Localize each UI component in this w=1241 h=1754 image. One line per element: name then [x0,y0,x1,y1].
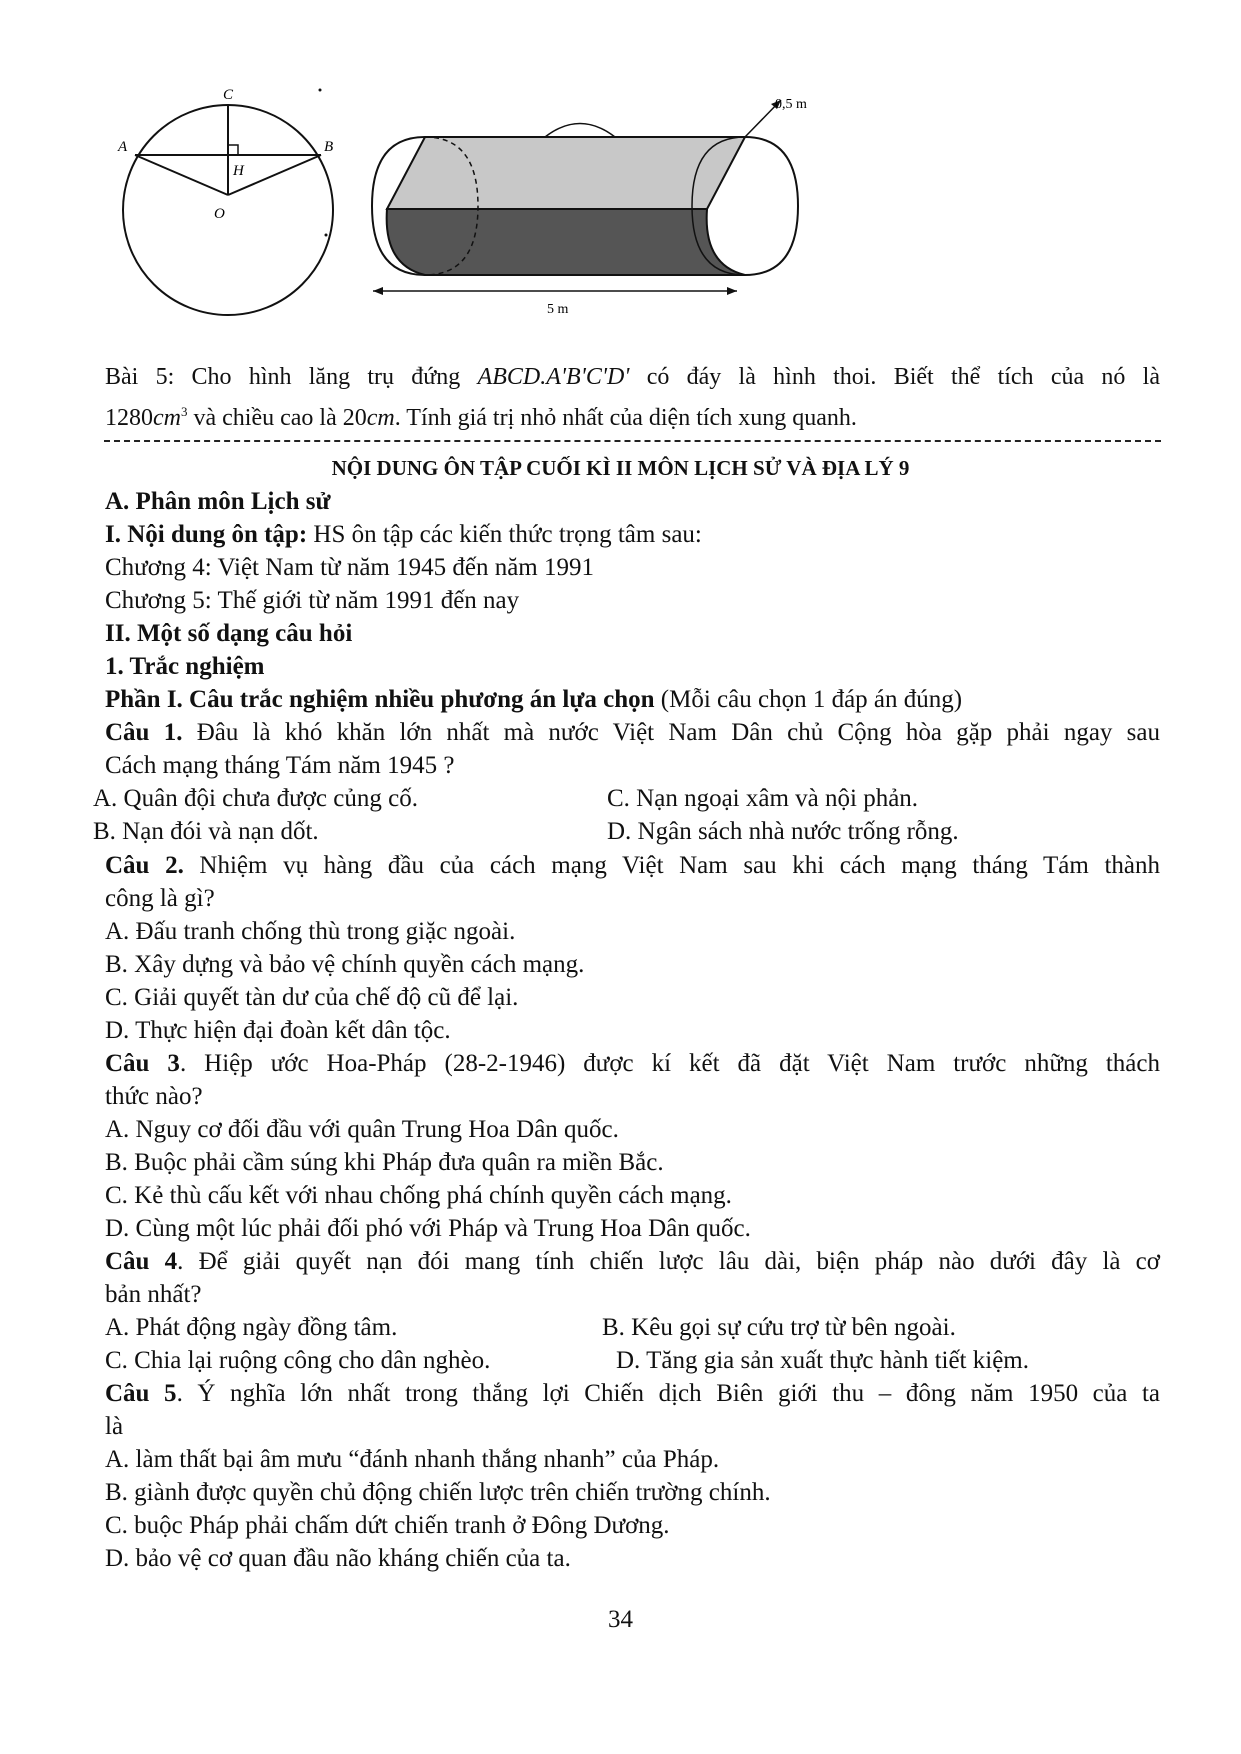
bai5-text: và chiều cao là [187,405,343,431]
segment-oa [135,155,228,195]
question-4-line1 [105,1246,1160,1277]
question-1-line2: Cách mạng tháng Tám năm 1945 ? [105,752,455,779]
question-4-option-d: D. Tăng gia sản xuất thực hành tiết kiệm. [616,1347,1029,1374]
question-3-option-a: A. Nguy cơ đối đầu với quân Trung Hoa Dân quốc. [105,1116,619,1143]
chapter-5: Chương 5: Thế giới từ năm 1991 đến nay [105,587,520,614]
volume-unit: cm [153,405,181,431]
bai5-line1 [105,362,1160,393]
bai5-text: . Tính giá trị nhỏ nhất của diện tích xung quanh. [394,405,857,431]
question-label: Câu 5 [105,1380,177,1407]
question-label: Câu 3 [105,1050,180,1077]
question-4-option-b: B. Kêu gọi sự cứu trợ từ bên ngoài. [602,1314,956,1341]
label-radius: 0,5 m [775,97,807,112]
question-label: Câu 4 [105,1248,178,1275]
question-3-line1 [105,1048,1160,1079]
liquid-surface [387,137,745,209]
hatch-arc [545,124,615,138]
question-types-heading: II. Một số dạng câu hỏi [105,620,353,647]
question-text: . Để giải quyết nạn đói mang tính chiến lược lâu dài, biện pháp nào dưới đây là cơ [177,1248,1160,1275]
question-text: . Ý nghĩa lớn nhất trong thắng lợi Chiến dịch Biên giới thu – đông năm 1950 của ta [176,1380,1160,1407]
question-5-option-a: A. làm thất bại âm mưu “đánh nhanh thắng nhanh” của Pháp. [105,1446,720,1473]
prism-name: ABCD.A'B'C'D' [477,364,630,390]
bai5-line2 [105,396,857,434]
label-a: A [118,139,128,155]
dot-mark [319,89,322,92]
right-angle-mark [228,145,238,155]
section-divider [104,440,1161,442]
question-2-line1 [105,850,1160,881]
question-1-option-c: C. Nạn ngoại xâm và nội phản. [607,785,919,812]
right-end-cap [745,137,798,275]
content-heading: I. Nội dung ôn tập: [105,521,308,548]
question-1-line1 [105,717,1160,748]
height-value: 20 [342,405,367,431]
question-1-option-b: B. Nạn đói và nạn dốt. [93,818,319,845]
label-c: C [223,87,234,103]
question-4-option-c: C. Chia lại ruộng công cho dân nghèo. [105,1347,491,1374]
content-line [105,519,702,550]
question-3-line2: thức nào? [105,1083,203,1110]
label-length: 5 m [547,302,569,315]
question-2-option-d: D. Thực hiện đại đoàn kết dân tộc. [105,1017,451,1044]
question-text: Nhiệm vụ hàng đầu của cách mạng Việt Nam sau khi cách mạng tháng Tám thành [183,852,1160,879]
bai5-text: có đáy là hình thoi. Biết thể tích của nó là [629,364,1160,390]
chapter-4: Chương 4: Việt Nam từ năm 1945 đến năm 1991 [105,554,595,581]
length-arrowhead-right [727,287,737,295]
question-text: . Hiệp ước Hoa-Pháp (28-2-1946) được kí kết đã đặt Việt Nam trước những thách [179,1050,1160,1077]
question-1-option-a: A. Quân đội chưa được củng cố. [93,785,418,812]
tank-figure [365,95,845,315]
part1-note: (Mỗi câu chọn 1 đáp án đúng) [654,686,963,713]
content-text: HS ôn tập các kiến thức trọng tâm sau: [307,521,702,548]
label-o: O [214,206,225,222]
question-label: Câu 2. [105,852,184,879]
part1-heading: Phần I. Câu trắc nghiệm nhiều phương án lựa chọn [105,686,655,713]
section-title: NỘI DUNG ÔN TẬP CUỐI KÌ II MÔN LỊCH SỬ VÀ ĐỊA LÝ 9 [331,456,910,480]
bai5-text: Bài 5: Cho hình lăng trụ đứng [105,364,478,390]
question-3-option-c: C. Kẻ thù cấu kết với nhau chống phá chính quyền cách mạng. [105,1182,732,1209]
question-2-line2: công là gì? [105,885,215,912]
question-1-option-d: D. Ngân sách nhà nước trống rỗng. [607,818,959,845]
question-5-line2: là [105,1413,124,1440]
question-2-option-a: A. Đấu tranh chống thù trong giặc ngoài. [105,918,516,945]
label-h: H [233,163,244,179]
volume-exponent: 3 [180,404,188,419]
question-text: Đâu là khó khăn lớn nhất mà nước Việt Nam Dân chủ Cộng hòa gặp phải ngay sau [182,719,1160,746]
dot-mark [325,234,328,237]
question-3-option-b: B. Buộc phải cầm súng khi Pháp đưa quân ra miền Bắc. [105,1149,664,1176]
length-arrowhead-left [373,287,383,295]
question-5-line1 [105,1378,1160,1409]
question-4-line2: bản nhất? [105,1281,202,1308]
part-a-heading: A. Phân môn Lịch sử [105,488,331,515]
question-5-option-d: D. bảo vệ cơ quan đầu não kháng chiến của ta. [105,1545,571,1572]
volume-value: 1280 [105,405,153,431]
question-5-option-c: C. buộc Pháp phải chấm dứt chiến tranh ở Đông Dương. [105,1512,670,1539]
label-b: B [324,139,334,155]
question-4-option-a: A. Phát động ngày đồng tâm. [105,1314,398,1341]
question-2-option-c: C. Giải quyết tàn dư của chế độ cũ để lại. [105,984,519,1011]
question-5-option-b: B. giành được quyền chủ động chiến lược trên chiến trường chính. [105,1479,771,1506]
page-number: 34 [608,1606,633,1633]
question-2-option-b: B. Xây dựng và bảo vệ chính quyền cách mạng. [105,951,585,978]
height-unit: cm [366,405,395,431]
question-3-option-d: D. Cùng một lúc phải đối phó với Pháp và Trung Hoa Dân quốc. [105,1215,751,1242]
question-label: Câu 1. [105,719,183,746]
liquid-body [387,209,745,275]
multiple-choice-heading: 1. Trắc nghiệm [105,653,265,680]
circle-figure [110,85,350,330]
part1-line [105,684,962,715]
